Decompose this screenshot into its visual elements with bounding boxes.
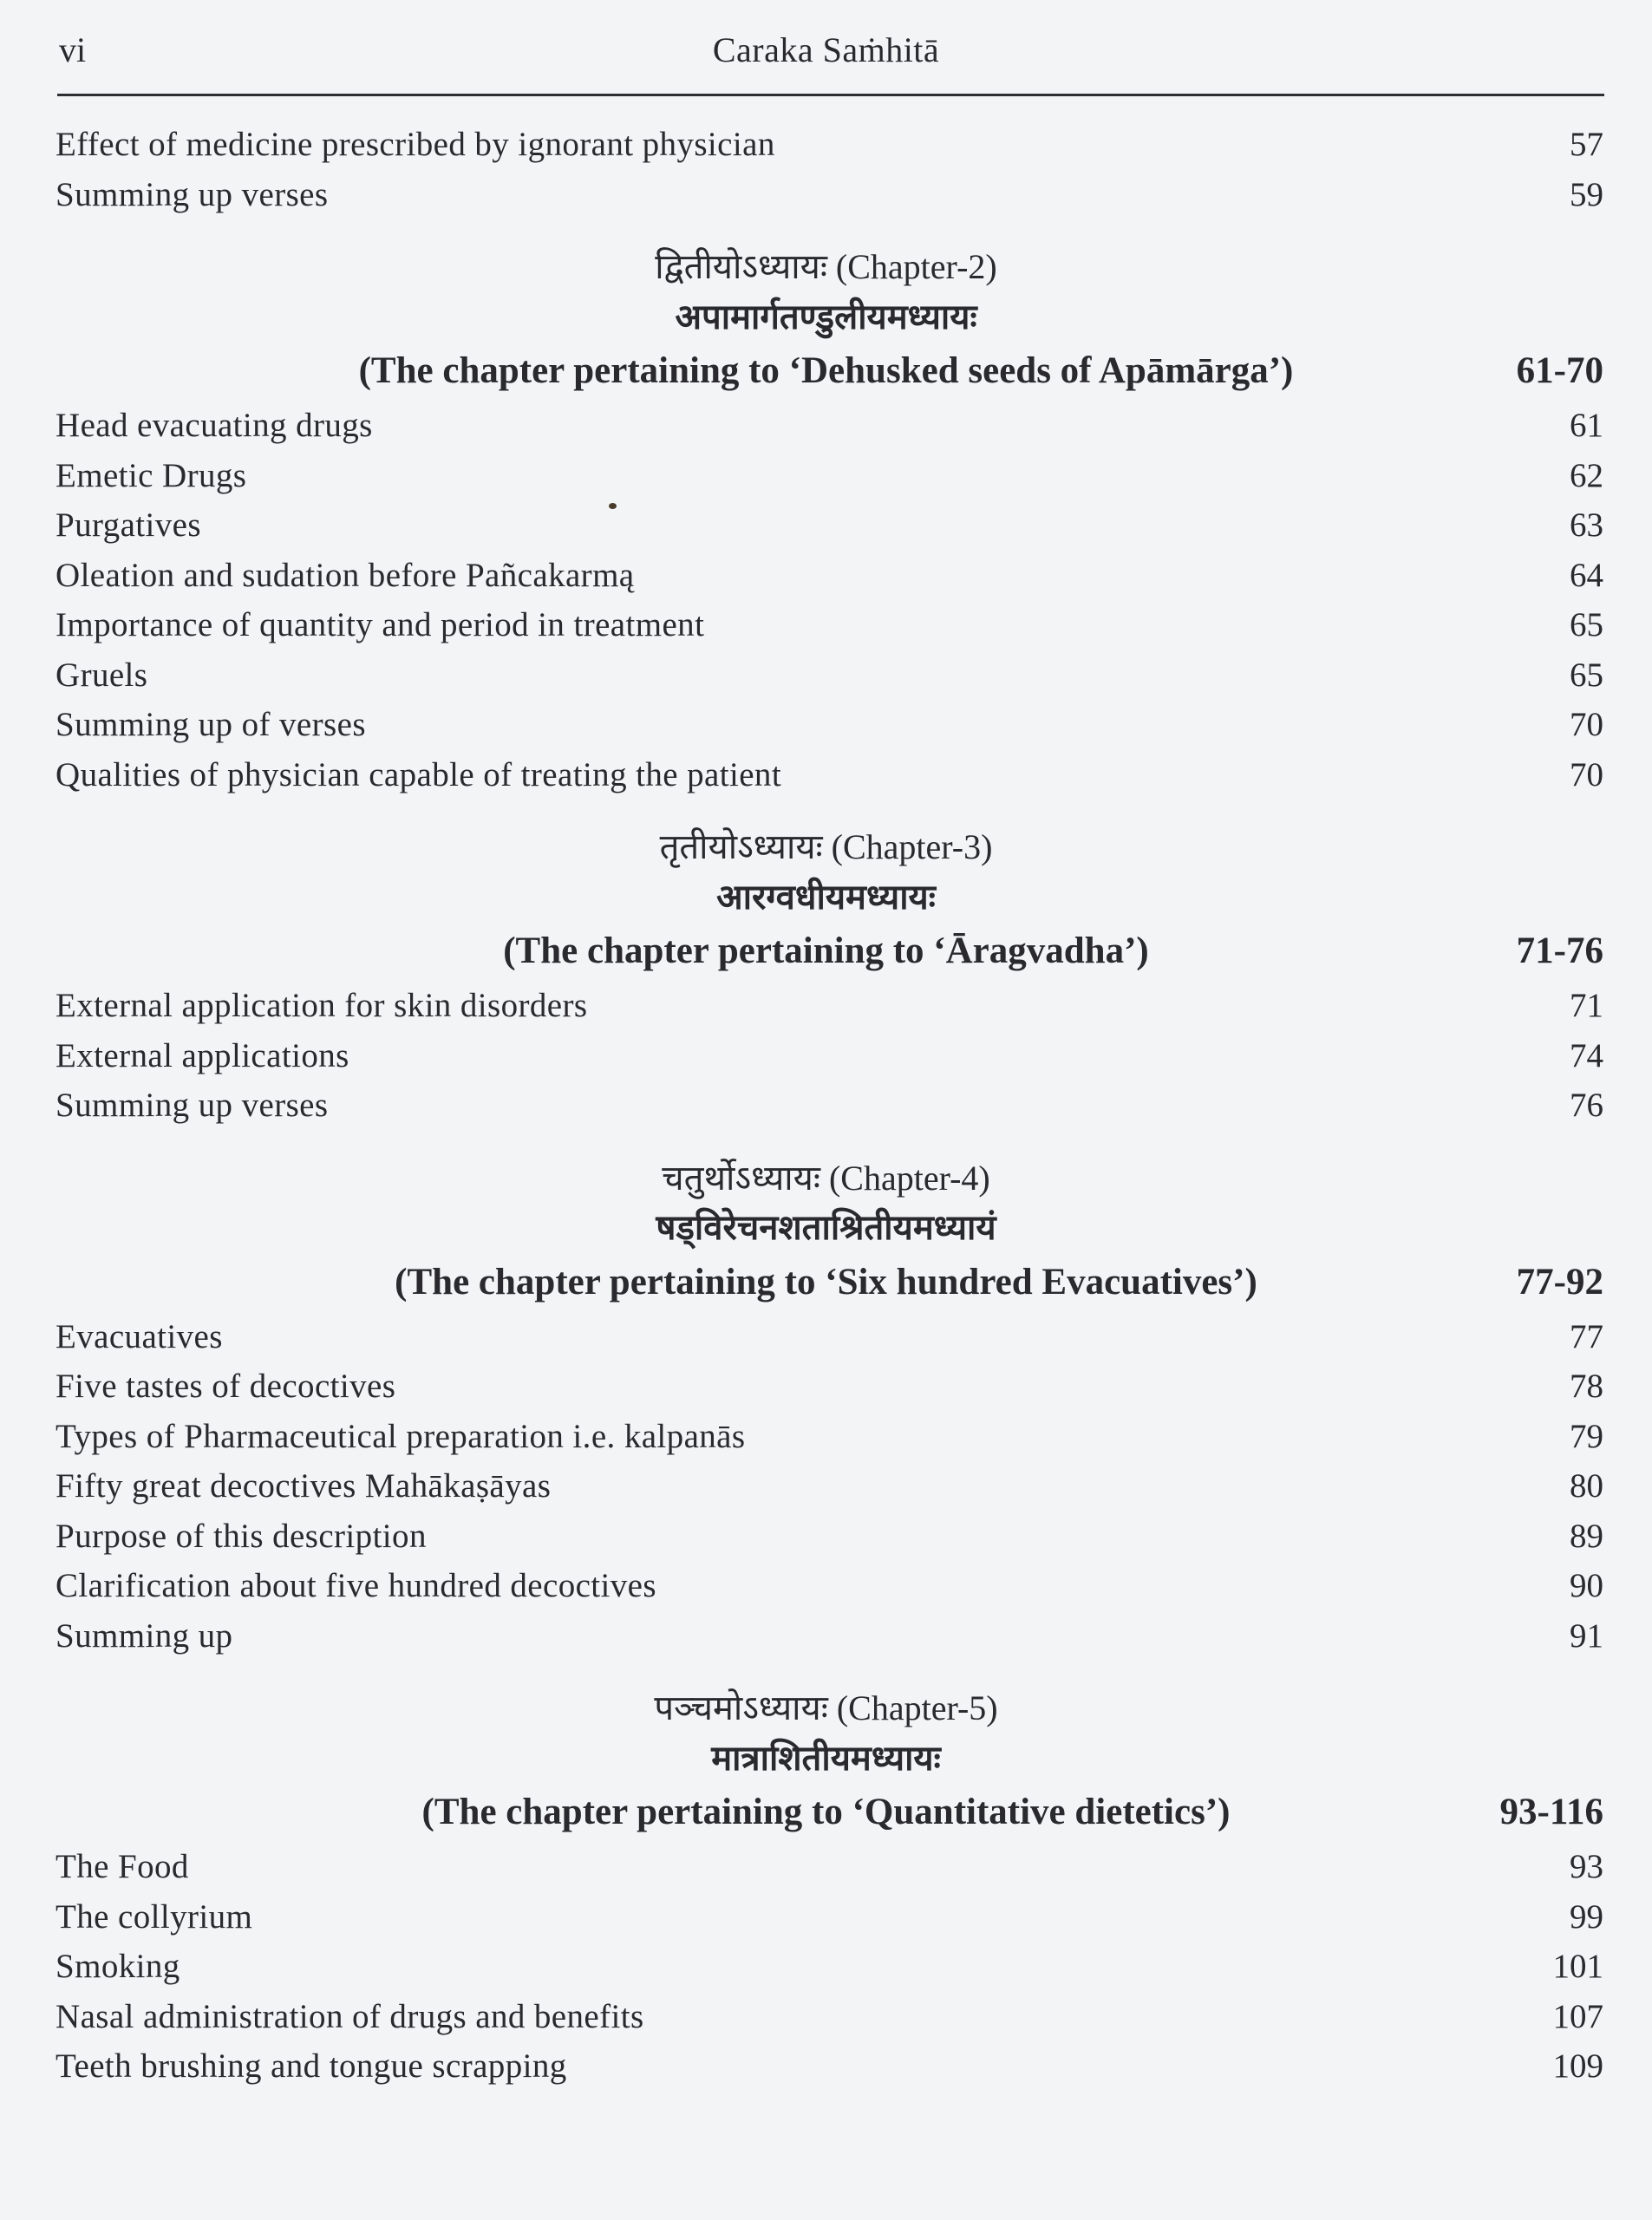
toc-entry bbox=[0, 1992, 1652, 2042]
chapter-page-range: 71-76 bbox=[1516, 930, 1603, 971]
toc-entry bbox=[0, 120, 1652, 170]
toc-entry bbox=[0, 451, 1652, 501]
toc-entry bbox=[0, 700, 1652, 750]
entry-page: 63 bbox=[1570, 506, 1603, 544]
header-rule bbox=[57, 94, 1604, 96]
entry-title: Effect of medicine prescribed by ignorant physician bbox=[56, 126, 775, 163]
entry-title: Fifty great decoctives Mahākaṣāyas bbox=[56, 1467, 552, 1505]
entry-page: 77 bbox=[1570, 1317, 1603, 1355]
entry-title: Five tastes of decoctives bbox=[56, 1368, 396, 1405]
entry-title: Gruels bbox=[56, 656, 148, 694]
entry-title: Nasal administration of drugs and benefits bbox=[56, 1997, 644, 2035]
entry-page: 93 bbox=[1570, 1848, 1603, 1885]
toc-entry bbox=[0, 1361, 1652, 1412]
toc-entry bbox=[0, 500, 1652, 551]
entry-title: External application for skin disorders bbox=[56, 987, 588, 1024]
entry-title: Purgatives bbox=[56, 506, 201, 544]
toc-entry bbox=[0, 1892, 1652, 1942]
chapter-number: (Chapter-4) bbox=[828, 1158, 990, 1198]
entry-page: 70 bbox=[1570, 706, 1603, 743]
chapter-english-title: (The chapter pertaining to ‘Six hundred Evacuatives’) bbox=[395, 1261, 1257, 1303]
chapter-number: (Chapter-3) bbox=[831, 827, 993, 866]
entry-page: 80 bbox=[1570, 1467, 1603, 1505]
entry-title: Summing up of verses bbox=[56, 706, 366, 743]
entry-page: 61 bbox=[1570, 407, 1603, 444]
chapter-english-row bbox=[0, 922, 1652, 981]
entry-title: Emetic Drugs bbox=[56, 456, 247, 494]
chapter-3-block bbox=[0, 800, 1652, 981]
entry-title: Purpose of this description bbox=[56, 1517, 427, 1555]
toc-entry bbox=[0, 170, 1652, 220]
entry-page: 90 bbox=[1570, 1567, 1603, 1604]
entry-page: 70 bbox=[1570, 755, 1603, 793]
chapter-heading bbox=[0, 242, 1652, 292]
chapter-sanskrit-label: पञ्चमोऽध्यायः bbox=[654, 1688, 828, 1727]
toc-entry bbox=[0, 1312, 1652, 1362]
toc-entry bbox=[0, 1842, 1652, 1892]
toc-entry bbox=[0, 650, 1652, 701]
toc-entry bbox=[0, 981, 1652, 1031]
entry-title: Clarification about five hundred decoctives bbox=[56, 1567, 656, 1604]
toc-entry bbox=[0, 551, 1652, 601]
toc-entry bbox=[0, 1461, 1652, 1512]
entry-title: Smoking bbox=[56, 1948, 180, 1985]
entry-title: Summing up verses bbox=[56, 1087, 329, 1124]
toc-entry bbox=[0, 1512, 1652, 1562]
page-number: vi bbox=[59, 30, 87, 69]
chapter-english-row bbox=[0, 1253, 1652, 1312]
toc-entry bbox=[0, 750, 1652, 800]
chapter-sanskrit-title: षड्विरेचनशताश्रितीयमध्यायं bbox=[656, 1208, 996, 1247]
entry-page: 59 bbox=[1570, 175, 1603, 213]
chapter-english-title: (The chapter pertaining to ‘Dehusked seeds of Apāmārga’) bbox=[358, 350, 1294, 391]
entry-page: 74 bbox=[1570, 1036, 1603, 1074]
toc-entry bbox=[0, 1561, 1652, 1611]
entry-title: Evacuatives bbox=[56, 1317, 223, 1355]
toc-entry bbox=[0, 1942, 1652, 1992]
chapter-sanskrit-title: मात्राशितीयमध्यायः bbox=[711, 1738, 941, 1778]
entry-title: Oleation and sudation before Pañcakarmą bbox=[56, 556, 635, 594]
chapter-page-range: 77-92 bbox=[1516, 1261, 1603, 1303]
toc-entry bbox=[0, 401, 1652, 451]
toc-entry bbox=[0, 1412, 1652, 1462]
entry-page: 76 bbox=[1570, 1087, 1603, 1124]
entry-title: Qualities of physician capable of treating the patient bbox=[56, 755, 782, 793]
chapter-english-title: (The chapter pertaining to ‘Quantitative dietetics’) bbox=[421, 1792, 1231, 1832]
entry-page: 57 bbox=[1570, 126, 1603, 163]
table-of-contents bbox=[0, 120, 1652, 2092]
chapter-number: (Chapter-5) bbox=[836, 1688, 998, 1727]
entry-page: 91 bbox=[1570, 1616, 1603, 1655]
entry-title: Types of Pharmaceutical preparation i.e. kalpanās bbox=[56, 1417, 746, 1455]
chapter-sanskrit-label: द्वितीयोऽध्यायः bbox=[655, 247, 827, 286]
toc-entry bbox=[0, 600, 1652, 650]
chapter-sanskrit-title: आरग्वधीयमध्यायः bbox=[716, 877, 936, 917]
chapter-number: (Chapter-2) bbox=[835, 247, 997, 286]
chapter-sanskrit-label: चतुर्थोऽध्यायः bbox=[662, 1158, 820, 1198]
running-title: Caraka Saṁhitā bbox=[712, 30, 940, 69]
toc-entry bbox=[0, 1611, 1652, 1662]
entry-page: 71 bbox=[1570, 987, 1603, 1024]
entry-title: Teeth brushing and tongue scrapping bbox=[56, 2047, 567, 2085]
chapter-english-row bbox=[0, 1783, 1652, 1842]
entry-page: 78 bbox=[1570, 1368, 1603, 1405]
toc-entry bbox=[0, 2041, 1652, 2092]
entry-page: 107 bbox=[1552, 1997, 1603, 2035]
entry-title: Importance of quantity and period in treatment bbox=[56, 606, 705, 643]
entry-page: 109 bbox=[1552, 2047, 1603, 2085]
entry-page: 65 bbox=[1570, 656, 1603, 694]
entry-title: Summing up bbox=[56, 1616, 233, 1655]
chapter-2-block bbox=[0, 219, 1652, 401]
chapter-sanskrit-title: अपामार्गतण्डुलीयमध्यायः bbox=[675, 297, 977, 336]
entry-title: External applications bbox=[56, 1036, 349, 1074]
entry-title: Summing up verses bbox=[56, 175, 329, 213]
entry-title: The collyrium bbox=[56, 1897, 253, 1936]
chapter-page-range: 61-70 bbox=[1516, 350, 1603, 391]
chapter-heading bbox=[0, 822, 1652, 872]
entry-title: Head evacuating drugs bbox=[56, 407, 373, 444]
chapter-heading bbox=[0, 1153, 1652, 1204]
page-header bbox=[0, 26, 1652, 95]
toc-entry bbox=[0, 1081, 1652, 1131]
chapter-page-range: 93-116 bbox=[1499, 1792, 1603, 1832]
entry-page: 101 bbox=[1552, 1948, 1603, 1985]
chapter-5-block bbox=[0, 1661, 1652, 1842]
chapter-sanskrit-label: तृतीयोऽध्यायः bbox=[659, 827, 823, 866]
entry-page: 99 bbox=[1570, 1897, 1603, 1936]
entry-page: 89 bbox=[1570, 1517, 1603, 1555]
chapter-english-title: (The chapter pertaining to ‘Āragvadha’) bbox=[503, 930, 1149, 971]
ink-speck bbox=[609, 503, 617, 509]
chapter-4-block bbox=[0, 1131, 1652, 1312]
entry-page: 79 bbox=[1570, 1417, 1603, 1455]
entry-page: 65 bbox=[1570, 606, 1603, 643]
chapter-heading bbox=[0, 1683, 1652, 1734]
entry-title: The Food bbox=[56, 1848, 189, 1885]
toc-entry bbox=[0, 1031, 1652, 1081]
entry-page: 62 bbox=[1570, 456, 1603, 494]
entry-page: 64 bbox=[1570, 556, 1603, 594]
chapter-english-row bbox=[0, 342, 1652, 401]
